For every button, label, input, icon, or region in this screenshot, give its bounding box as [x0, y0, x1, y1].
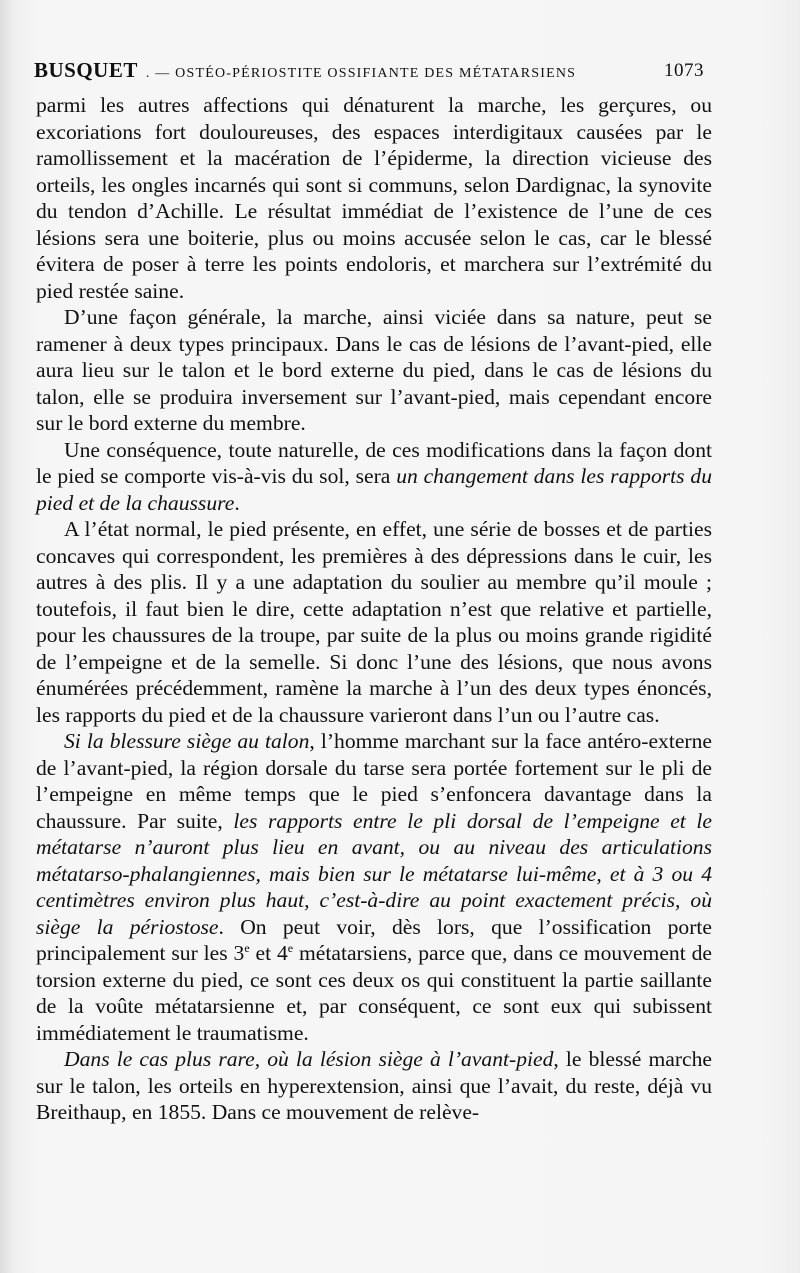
- header-author: BUSQUET: [34, 58, 138, 82]
- paragraph-text: , l’homme marchant sur la face antéro-externe de l’avant-pied, la région dorsale du tarse sera portée fortement sur le pli de l’empeigne en même temps que le pied s’enfoncera davantage dans la chaussure. Par suite,: [36, 729, 713, 833]
- paragraph-text: A l’état normal, le pied présente, en effet, une série de bosses et de parties concaves qui correspondent, les premières à des dépressions dans le cuir, les autres à des plis. Il y a une adaptation du soulier au membre qu’il moule ; toutefois, il faut bien le dire, cette adaptation n’est que relative et partielle, pour les chaussures de la troupe, par suite de la plus ou moins grande rigidité de l’empeigne et de la semelle. Si donc l’une des lésions, que nous avons énumérées précédemment, ramène la marche à l’un des deux types énoncés, les rapports du pied et de la chaussure varieront dans l’un ou l’autre cas.: [36, 517, 712, 727]
- ordinal-superscript: e: [287, 940, 294, 955]
- paragraph-italic-lead: Dans le cas plus rare, où la lésion siège à l’avant-pied: [64, 1047, 554, 1071]
- paragraph-text: Une conséquence, toute naturelle, de ces modifications dans la façon dont le pied se comporte vis-à-vis du sol, sera: [36, 437, 712, 488]
- paragraph-italic-lead: Si la blessure siège au talon: [64, 729, 310, 753]
- paragraph: [36, 437, 712, 517]
- paragraph-text: .: [234, 490, 240, 515]
- paragraph-text: et 4: [249, 941, 288, 965]
- paragraph: [36, 728, 712, 1046]
- body-text: [36, 92, 712, 1126]
- paragraph: [36, 516, 712, 728]
- paragraph-text: , le blessé marche sur le talon, les orteils en hyperextension, ainsi que l’avait, du reste, déjà vu Breithaup, en 1855. Dans ce mouvement de relève-: [36, 1047, 712, 1124]
- header-title: . — OSTÉO-PÉRIOSTITE OSSIFIANTE DES MÉTATARSIENS: [145, 66, 577, 81]
- page-number: 1073: [664, 60, 704, 81]
- paragraph-text: parmi les autres affections qui dénaturent la marche, les gerçures, ou excoriations fort douloureuses, des espaces interdigitaux causées par le ramollissement et la macération de l’épiderme, la direction vicieuse des orteils, les ongles incarnés qui sont si communs, selon Dardignac, la synovite du tendon d’Achille. Le résultat immédiat de l’existence de l’une de ces lésions sera une boiterie, plus ou moins accusée selon le cas, car le blessé évitera de poser à terre les points endoloris, et marchera sur l’extrémité du pied restée saine.: [36, 93, 712, 303]
- paragraph-text: métatarsiens, parce que, dans ce mouvement de torsion externe du pied, ce sont ces deux os qui constituent la partie saillante de la voûte métatarsienne et, par conséquent, ce sont eux qui subissent immédiatement le traumatisme.: [36, 941, 712, 1045]
- ordinal-superscript: e: [244, 940, 250, 955]
- running-header: [34, 58, 704, 94]
- paragraph: [36, 304, 712, 437]
- paragraph-italic-text: un changement dans les rapports du pied et de la chaussure: [36, 464, 712, 515]
- paragraph: [36, 1046, 712, 1126]
- paragraph-italic-text: les rapports entre le pli dorsal de l’empeigne et le métatarse n’auront plus lieu en avant, ou au niveau des articulations métatarso-phalangiennes, mais bien sur le métatarse lui-même, et à 3 ou 4 centimètres environ plus haut, c’est-à-dire au point exactement précis, où siège la périostose: [36, 808, 713, 939]
- paragraph-text: D’une façon générale, la marche, ainsi viciée dans sa nature, peut se ramener à deux types principaux. Dans le cas de lésions de l’avant-pied, elle aura lieu sur le talon et le bord externe du pied, dans le cas de lésions du talon, elle se produira inversement sur l’avant-pied, mais cependant encore sur le bord externe du membre.: [36, 305, 712, 435]
- paragraph-text: . On peut voir, dès lors, que l’ossification porte principalement sur les 3: [36, 914, 712, 965]
- paragraph: [36, 92, 712, 304]
